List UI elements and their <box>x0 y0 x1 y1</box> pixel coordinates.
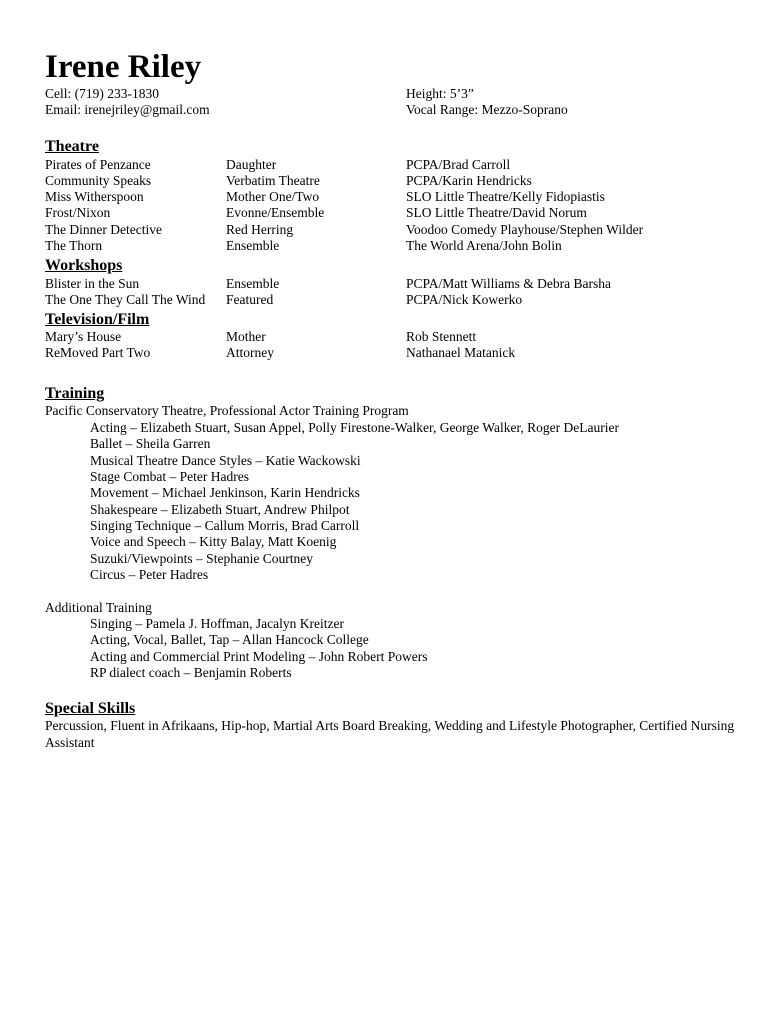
show-title: Mary’s House <box>45 329 122 344</box>
training-item: Ballet – Sheila Garren <box>90 436 211 451</box>
company-director: PCPA/Matt Williams & Debra Barsha <box>406 276 611 291</box>
training-item: Shakespeare – Elizabeth Stuart, Andrew Philpot <box>90 502 350 517</box>
company-director: The World Arena/John Bolin <box>406 238 562 253</box>
film-row <box>0 329 768 345</box>
theatre-row <box>0 222 768 238</box>
special-skills-heading: Special Skills <box>45 700 136 717</box>
workshop-row <box>0 292 768 308</box>
vocal-range: Vocal Range: Mezzo-Soprano <box>406 102 568 117</box>
show-title: The Dinner Detective <box>45 222 162 237</box>
resume-name: Irene Riley <box>45 49 202 85</box>
role: Featured <box>226 292 274 307</box>
role: Red Herring <box>226 222 294 237</box>
role: Attorney <box>226 345 274 360</box>
theatre-row <box>0 173 768 189</box>
theatre-row <box>0 238 768 254</box>
role: Ensemble <box>226 238 280 253</box>
show-title: The Thorn <box>45 238 103 253</box>
role: Evonne/Ensemble <box>226 205 325 220</box>
workshop-row <box>0 276 768 292</box>
training-item: Movement – Michael Jenkinson, Karin Hendricks <box>90 485 360 500</box>
company-director: SLO Little Theatre/Kelly Fidopiastis <box>406 189 605 204</box>
training-item: Voice and Speech – Kitty Balay, Matt Koenig <box>90 534 337 549</box>
additional-training-item: Singing – Pamela J. Hoffman, Jacalyn Kreitzer <box>90 616 344 631</box>
additional-training-item: Acting, Vocal, Ballet, Tap – Allan Hancock College <box>90 632 369 647</box>
cell-phone: Cell: (719) 233-1830 <box>45 86 159 101</box>
additional-training-item: RP dialect coach – Benjamin Roberts <box>90 665 292 680</box>
theatre-row <box>0 157 768 173</box>
show-title: The One They Call The Wind <box>45 292 206 307</box>
training-item: Acting – Elizabeth Stuart, Susan Appel, Polly Firestone-Walker, George Walker, Roger DeLaurier <box>90 420 619 435</box>
role: Daughter <box>226 157 277 172</box>
company-director: PCPA/Brad Carroll <box>406 157 511 172</box>
training-item: Circus – Peter Hadres <box>90 567 209 582</box>
company-director: Nathanael Matanick <box>406 345 516 360</box>
training-item: Singing Technique – Callum Morris, Brad Carroll <box>90 518 360 533</box>
training-item: Musical Theatre Dance Styles – Katie Wackowski <box>90 453 361 468</box>
theatre-heading: Theatre <box>45 138 99 155</box>
workshops-heading: Workshops <box>45 257 123 274</box>
role: Verbatim Theatre <box>226 173 320 188</box>
show-title: Community Speaks <box>45 173 152 188</box>
height: Height: 5’3” <box>406 86 474 101</box>
role: Mother <box>226 329 266 344</box>
show-title: Frost/Nixon <box>45 205 111 220</box>
additional-training-item: Acting and Commercial Print Modeling – John Robert Powers <box>90 649 428 664</box>
role: Mother One/Two <box>226 189 320 204</box>
additional-training-label: Additional Training <box>45 600 152 615</box>
training-heading: Training <box>45 385 105 402</box>
special-skills-text: Percussion, Fluent in Afrikaans, Hip-hop, Martial Arts Board Breaking, Wedding and Lifestyle Photographer, Certified Nursing Assistant <box>45 718 735 750</box>
training-program: Pacific Conservatory Theatre, Professional Actor Training Program <box>45 403 409 418</box>
theatre-row <box>0 189 768 205</box>
show-title: Pirates of Penzance <box>45 157 151 172</box>
television-film-heading: Television/Film <box>45 311 150 328</box>
show-title: Miss Witherspoon <box>45 189 144 204</box>
show-title: ReMoved Part Two <box>45 345 151 360</box>
company-director: SLO Little Theatre/David Norum <box>406 205 587 220</box>
email: Email: irenejriley@gmail.com <box>45 102 210 117</box>
company-director: Rob Stennett <box>406 329 477 344</box>
role: Ensemble <box>226 276 280 291</box>
company-director: PCPA/Karin Hendricks <box>406 173 532 188</box>
show-title: Blister in the Sun <box>45 276 140 291</box>
training-item: Suzuki/Viewpoints – Stephanie Courtney <box>90 551 314 566</box>
company-director: Voodoo Comedy Playhouse/Stephen Wilder <box>406 222 644 237</box>
company-director: PCPA/Nick Kowerko <box>406 292 523 307</box>
film-row <box>0 345 768 361</box>
training-item: Stage Combat – Peter Hadres <box>90 469 249 484</box>
theatre-row <box>0 205 768 221</box>
